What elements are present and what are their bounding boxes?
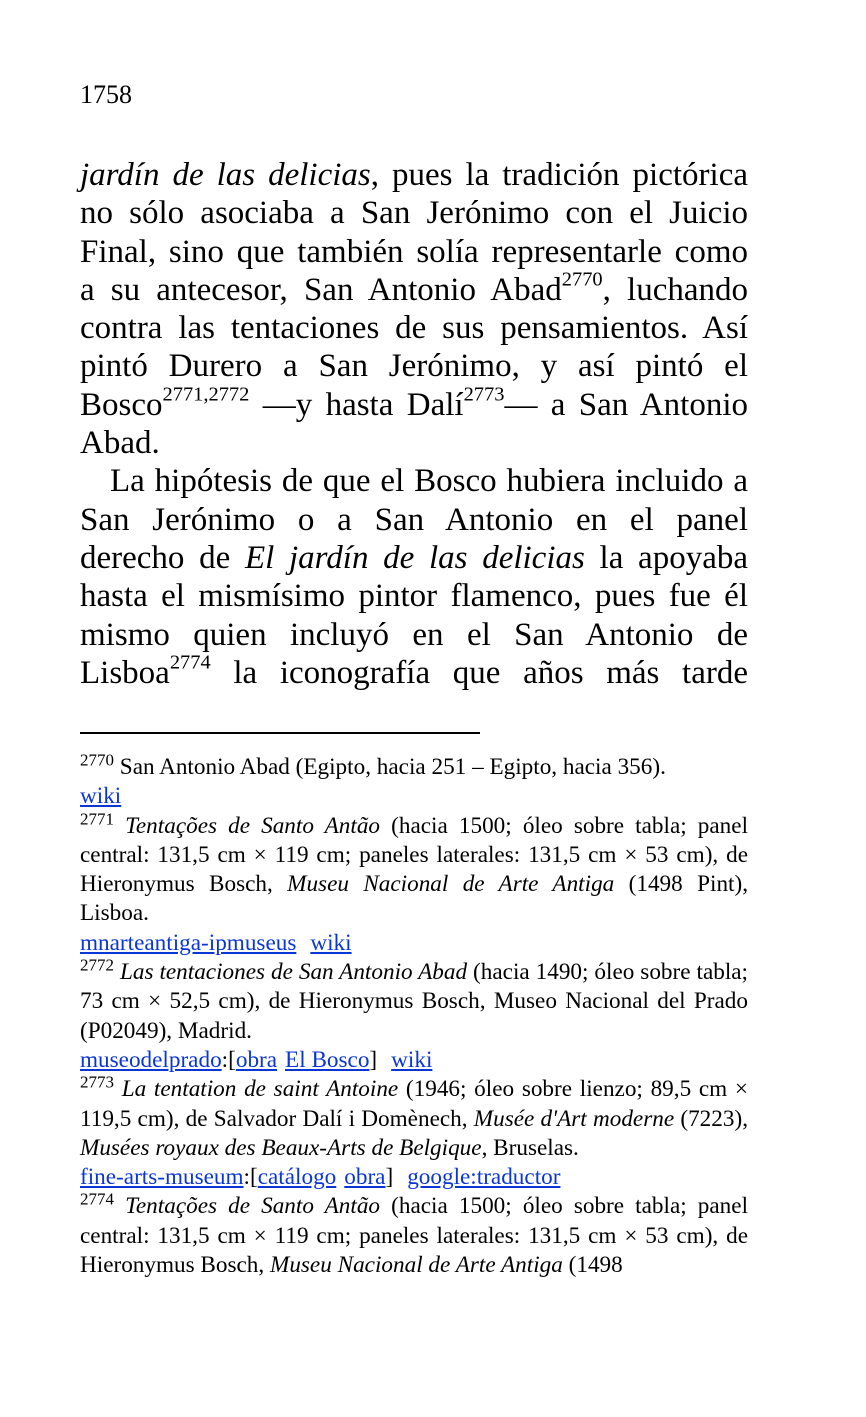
mnarteantiga-link[interactable]: mnarteantiga-ipmuseus (80, 929, 297, 956)
obra-link[interactable]: obra (235, 1046, 278, 1073)
text-line: San Jerónimo o a San Antonio en el panel (80, 501, 748, 538)
fine-arts-museum-link[interactable]: fine-arts-museum (80, 1164, 244, 1191)
footnote-2770: $^{2770}$ San Antonio Abad (Egipto, hacia 251 – Egipto, hacia 356). (80, 750, 666, 780)
text-line: pintó Durero a San Jerónimo, y así pintó el (80, 348, 748, 385)
text-line: Lisboa$^{2774}$ la iconografía que años más tarde (80, 651, 748, 691)
el-bosco-link[interactable]: El Bosco (285, 1046, 370, 1073)
wiki-link[interactable]: wiki (391, 1046, 433, 1073)
main-text (80, 156, 748, 692)
footnote-links: fine-arts-museum:[catálogo obra] google:traductor (80, 1164, 561, 1191)
footnote-2772: $^{2772}$ Las tentaciones de San Antonio Abad (hacia 1490; óleo sobre tabla; 73 cm × 52,5 cm), de Hieronymus Bosch, Museo Nacional del Prado (P02049), Madrid. (80, 955, 749, 1044)
text-line: Bosco$^{2771,2772}$ —y hasta Dalí$^{2773}$— a San Antonio (80, 383, 749, 423)
wiki-link[interactable]: wiki (80, 783, 122, 810)
footnote-ref: 2771,2772 (162, 383, 250, 406)
text-line: jardín de las delicias, pues la tradición pictórica (80, 157, 748, 193)
text-line: Final, sino que también solía representarle como (80, 233, 748, 270)
footnote-links (80, 782, 748, 811)
footnotes (80, 750, 749, 1280)
footnote-ref: 2773 (463, 383, 505, 406)
museodelprado-link[interactable]: museodelprado (80, 1046, 222, 1073)
footnote-ref: 2774 (169, 651, 211, 674)
google-traductor-link[interactable]: google:traductor (407, 1164, 561, 1191)
footnote-links (80, 929, 748, 958)
page-number: 1758 (80, 80, 132, 109)
footnote-ref: 2770 (561, 268, 603, 291)
text-line: no sólo asociaba a San Jerónimo con el Juicio (80, 195, 748, 232)
footnote-separator (80, 732, 480, 734)
footnote-2774: $^{2774}$ Tentações de Santo Antão (hacia 1500; óleo sobre tabla; panel central: 131,5 cm × 119 cm; paneles laterales: 131,5 cm × 53 cm), de Hieronymus Bosch, Museu Nacional de Arte Antiga (1498 (80, 1189, 749, 1279)
text-line: mismo quien incluyó en el San Antonio de (80, 616, 748, 653)
catalogo-link[interactable]: catálogo (257, 1164, 337, 1191)
text-line: hasta el mismísimo pintor flamenco, pues fue él (80, 578, 748, 615)
text-line: La hipótesis de que el Bosco hubiera incluido a (110, 463, 748, 500)
footnote-2773: $^{2773}$ La tentation de saint Antoine (1946; óleo sobre lienzo; 89,5 cm × 119,5 cm), de Salvador Dalí i Domènech, Musée d'Art moderne (7223), Musées royaux des Beaux-Arts de Belgique, Bruselas. (80, 1072, 748, 1161)
text-line: contra las tentaciones de sus pensamientos. Así (80, 310, 748, 347)
text-line: a su antecesor, San Antonio Abad$^{2770}$, luchando (80, 268, 749, 308)
obra-link[interactable]: obra (344, 1164, 386, 1191)
wiki-link[interactable]: wiki (310, 929, 352, 956)
text-line: derecho de El jardín de las delicias la apoyaba (80, 539, 748, 576)
footnote-links: museodelprado:[obra El Bosco] wiki (80, 1046, 433, 1073)
text-line: Abad. (80, 425, 160, 462)
footnote-2771: $^{2771}$ Tentações de Santo Antão (hacia 1500; óleo sobre tabla; panel central: 131,5 cm × 119 cm; paneles laterales: 131,5 cm × 53 cm), de Hieronymus Bosch, Museu Nacional de Arte Antiga (1498 Pint), Lisboa. (80, 809, 749, 927)
